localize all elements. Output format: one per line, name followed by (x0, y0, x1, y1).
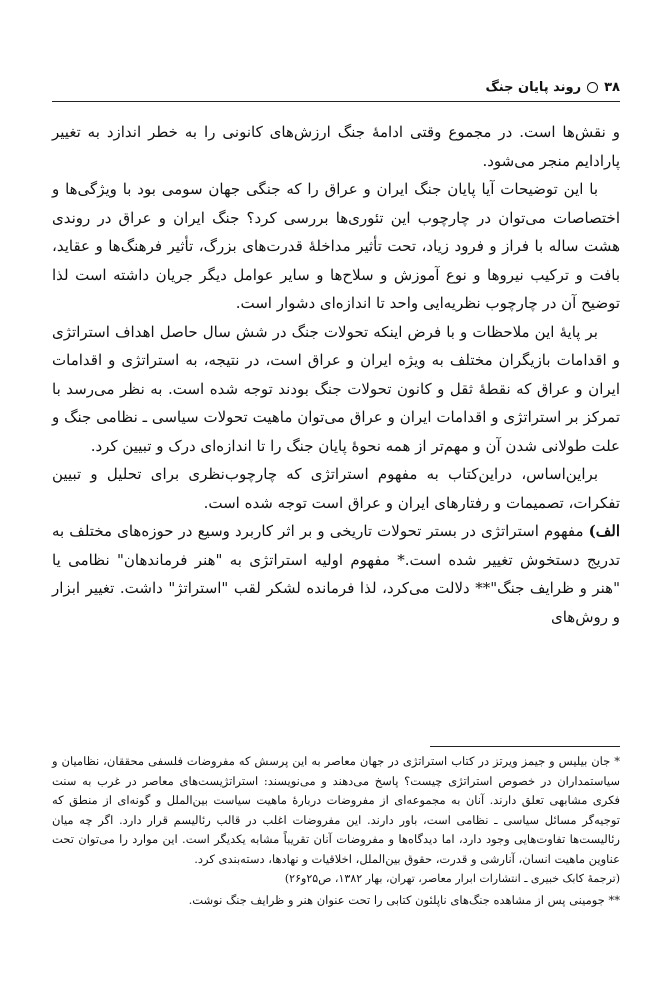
header-divider (52, 101, 620, 102)
page-number: ۳۸ (604, 79, 620, 95)
section-label: الف) (588, 522, 620, 540)
running-title: روند پایان جنگ (485, 79, 582, 95)
footnote-1-citation: (ترجمهٔ کابک خبیری ـ انتشارات ابرار معاصر، تهران، بهار ۱۳۸۲، ص۲۵و۲۶) (284, 872, 620, 885)
paragraph-1: و نقش‌ها است. در مجموع وقتی ادامهٔ جنگ ارزش‌های کانونی را به خطر اندازد به تغییر پارادایم منجر می‌شود. (52, 123, 620, 170)
footnote-divider (430, 746, 620, 747)
footnote-1: * جان بیلیس و جیمز ویرتز در کتاب استراتژی در جهان معاصر به این پرسش که مفروضات فلسفی محققان، نظامیان و سیاستمداران در خصوص استراتژی چیست؟ پاسخ می‌دهند و می‌نویسند: استراتژیست‌های معاصر در غرب به سنت فکری مشابهی تعلق دارند. آنان به مجموعه‌ای از مفروضات دربارهٔ ماهیت سیاست بین‌الملل و گونه‌ای از منطق که توجیه‌گر مسائل سیاسی ـ نظامی است، باور دارند. این مفروضات اغلب در قالب رئالیسم قرار دارد. اگر چه میان رئالیست‌ها تفاوت‌هایی وجود دارد، اما دیدگاه‌ها و مفروضات آنان تقریباً مشابه یکدیگر است. این موارد را می‌توان تحت عناوین ماهیت انسان، آنارشی و قدرت، حقوق بین‌الملل، اخلاقیات و نهادها، دسته‌بندی کرد. (52, 754, 620, 866)
paragraph-4: براین‌اساس، دراین‌کتاب به مفهوم استراتژی که چارچوب‌نظری برای تحلیل و تبیین تفکرات، تصمیمات و رفتارهای ایران و عراق است توجه شده است. (52, 465, 620, 512)
paragraph-3: بر پایهٔ این ملاحظات و با فرض اینکه تحولات جنگ در شش سال حاصل اهداف استراتژی و اقدامات بازیگران مختلف به ویژه ایران و عراق است، در نتیجه، به استراتژی و اقدامات ایران و عراق که نقطهٔ ثقل و کانون تحولات جنگ بودند توجه شده است. به نظر می‌رسد با تمرکز بر استراتژی و اقدامات ایران و عراق می‌توان ماهیت تحولات سیاسی ـ نظامی جنگ و علت طولانی شدن آن و مهم‌تر از همه نحوهٔ پایان جنگ را تا اندازه‌ای درک و تبیین کرد. (52, 322, 620, 455)
paragraph-2: با این توضیحات آیا پایان جنگ ایران و عراق را که جنگی جهان سومی بود با ویژگی‌ها و اختصاصات می‌توان در چارچوب این تئوری‌ها بررسی کرد؟ جنگ ایران و عراق در روندی هشت ساله با فراز و فرود زیاد، تحت تأثیر مداخلهٔ قدرت‌های بزرگ، تأثیر فرهنگ‌ها و عقاید، بافت و ترکیب نیروها و نوع آموزش و سلاح‌ها و سایر عوامل دیگر جریان داشته است لذا توضیح آن در چارچوب نظریه‌ایی واحد تا اندازه‌ای دشوار است. (52, 180, 620, 312)
paragraph-5-text: مفهوم استراتژی در بستر تحولات تاریخی و بر اثر کاربرد وسیع در حوزه‌های مختلف به تدریج دستخوش تغییر شده است.* مفهوم اولیه استراتژی به "هنر فرماندهان" نظامی یا "هنر و ظرایف جنگ"** دلالت می‌کرد، لذا فرمانده لشکر لقب "استراتژ" داشت. تغییر ابزار و روش‌های (52, 522, 620, 626)
main-text (52, 118, 620, 631)
running-header (52, 74, 620, 100)
footnote-2: ** جومینی پس از مشاهده جنگ‌های ناپلئون کتابی را تحت عنوان هنر و ظرایف جنگ نوشت. (188, 892, 620, 907)
circle-ornament-icon (587, 82, 598, 93)
footnotes (52, 752, 620, 910)
paragraph-5 (52, 517, 620, 631)
